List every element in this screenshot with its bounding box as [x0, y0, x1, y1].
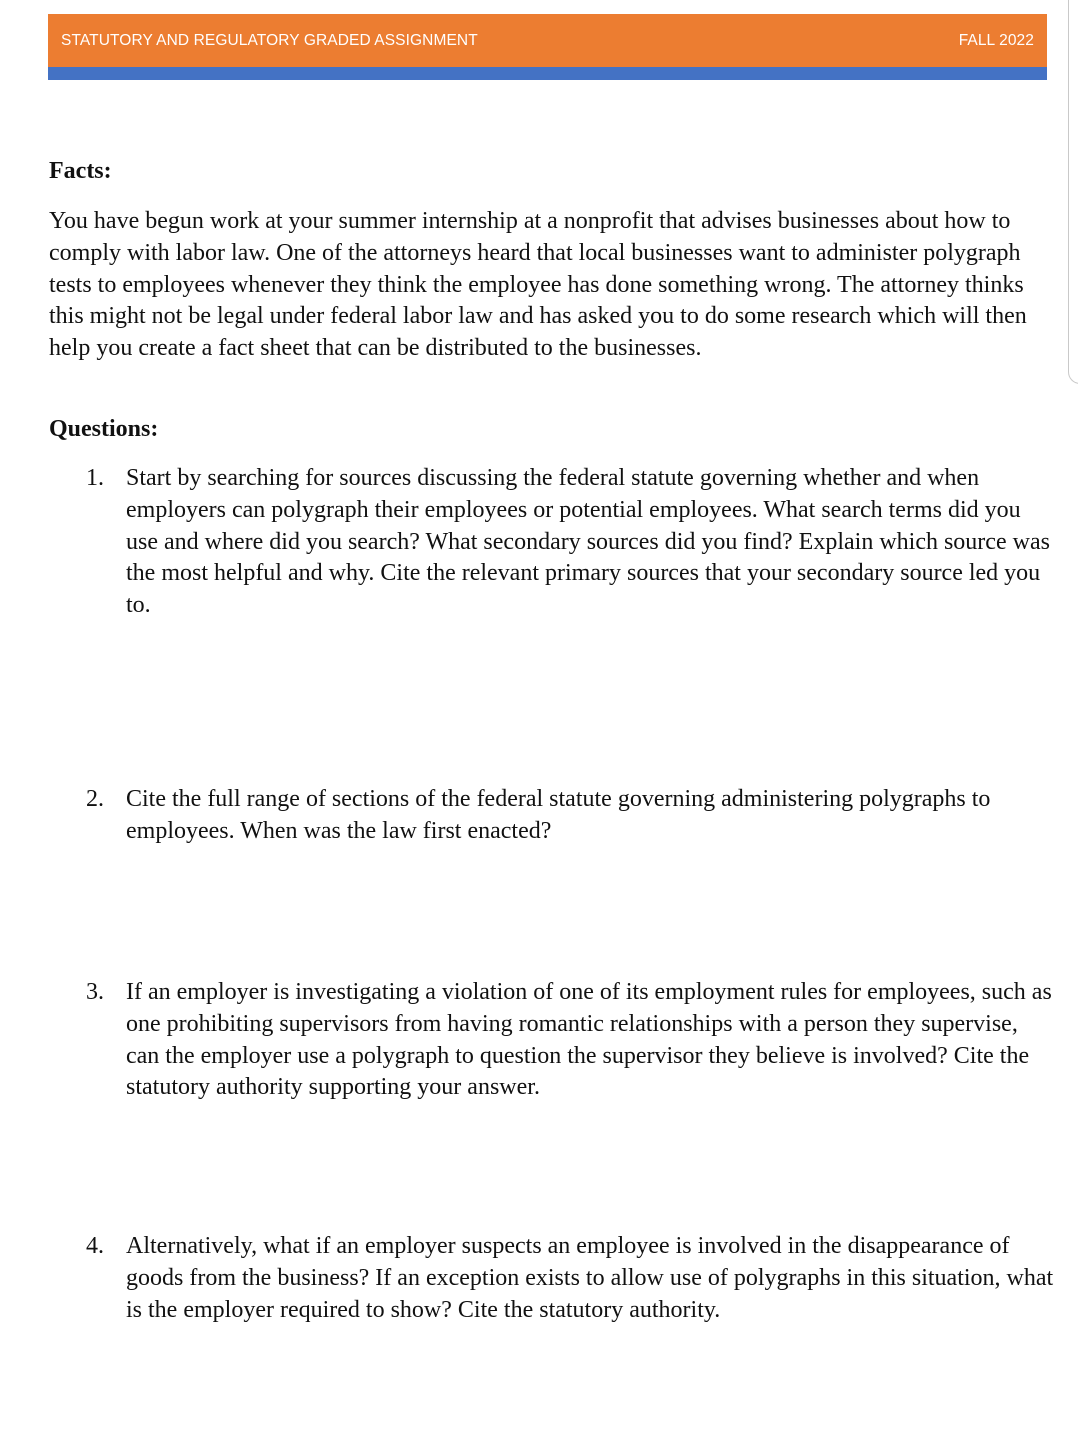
page-edge-indicator — [1068, 0, 1078, 384]
document-header-band — [48, 14, 1047, 67]
document-title: STATUTORY AND REGULATORY GRADED ASSIGNMENT — [61, 31, 478, 49]
facts-heading: Facts: — [49, 158, 112, 184]
question-item-3 — [86, 977, 1056, 1104]
question-number: 4. — [86, 1233, 104, 1259]
question-text: Cite the full range of sections of the federal statute governing administering polygraphs to employees. When was the law first enacted? — [126, 786, 991, 844]
questions-heading: Questions: — [49, 416, 159, 442]
term-label: FALL 2022 — [958, 31, 1034, 49]
question-number: 3. — [86, 979, 104, 1005]
question-item-1 — [86, 463, 1056, 622]
question-text: Start by searching for sources discussing the federal statute governing whether and when employers can polygraph their employees or potential employees. What search terms did you use and where did you search? What secondary sources did you find? Explain which source was the most helpful and why. Cite the relevant primary sources that your secondary source led you to. — [126, 465, 1050, 619]
question-number: 2. — [86, 786, 104, 812]
question-text: If an employer is investigating a violation of one of its employment rules for employees, such as one prohibiting supervisors from having romantic relationships with a person they supervise, can the employer use a polygraph to question the supervisor they believe is involved? Cite the statutory authority supporting your answer. — [126, 979, 1052, 1101]
question-number: 1. — [86, 465, 104, 491]
question-text: Alternatively, what if an employer suspects an employee is involved in the disappearance of goods from the business? If an exception exists to allow use of polygraphs in this situation, what is the employer required to show? Cite the statutory authority. — [126, 1233, 1054, 1323]
facts-paragraph: You have begun work at your summer internship at a nonprofit that advises businesses about how to comply with labor law. One of the attorneys heard that local businesses want to administer polygraph tests to employees whenever they think the employee has done something wrong. The attorney thinks this might not be legal under federal labor law and has asked you to do some research which will then help you create a fact sheet that can be distributed to the businesses. — [49, 208, 1027, 362]
question-item-4 — [86, 1231, 1056, 1326]
question-item-2 — [86, 784, 1056, 848]
header-blue-rule — [48, 67, 1047, 80]
